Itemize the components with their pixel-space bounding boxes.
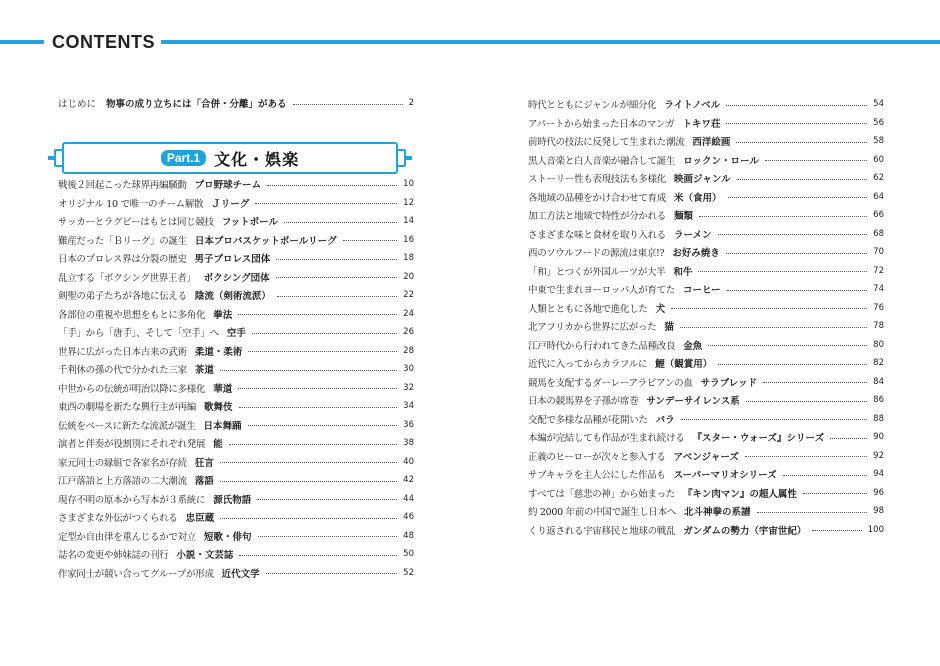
entry-topic: バラ [655,414,675,426]
intro-page: 2 [408,98,414,108]
entry-page: 20 [403,271,414,282]
toc-entry[interactable] [58,286,414,305]
entry-lead: 演者と伴奏が役割別にそれぞれ発展 [58,439,206,451]
entry-page: 94 [873,469,884,480]
toc-entry[interactable] [528,502,884,521]
contents-header [44,30,161,54]
dot-leader [258,536,398,537]
entry-lead: すべては「慈悲の神」から始まった [528,488,676,500]
entry-page: 10 [403,179,414,190]
dot-leader [220,481,397,482]
entry-topic: 北斗神拳の系譜 [684,507,751,519]
dot-leader [238,314,397,315]
entry-lead: 中東で生まれヨーロッパ人が育てた [528,285,676,297]
dot-leader [728,197,868,198]
entry-lead: 近代に入ってからカラフルに [528,359,648,371]
toc-entry[interactable] [528,243,884,262]
entry-page: 64 [873,191,884,202]
entry-topic: 茶道 [194,365,214,377]
intro-entry[interactable] [58,95,414,111]
toc-entry[interactable] [528,521,884,540]
entry-topic: 小説・文芸誌 [176,550,234,562]
toc-entry[interactable] [528,465,884,484]
entry-topic: ライトノベル [664,100,721,112]
toc-entry[interactable] [58,564,414,583]
entry-lead: 中世からの伝統が明治以降に多様化 [58,383,206,395]
entry-page: 84 [873,376,884,387]
entry-topic: 拳法 [213,309,233,321]
entry-topic: トキワ荘 [682,118,721,130]
intro-title: 物事の成り立ちには「合併・分離」がある [106,99,287,110]
entry-lead: さまざまな外伝がつくられる [58,513,178,525]
toc-entry[interactable] [528,280,884,299]
entry-topic: 源氏物語 [213,494,252,506]
dot-leader [276,259,397,260]
toc-entry[interactable] [528,299,884,318]
entry-lead: 世界に広がった日本古来の武術 [58,346,187,358]
entry-topic: コーヒー [683,285,721,297]
dot-leader [698,271,867,272]
entry-page: 40 [403,456,414,467]
entry-page: 74 [873,284,884,295]
dot-leader [220,370,397,371]
part-heading [62,142,398,174]
dot-leader [239,555,397,556]
toc-entry[interactable] [528,484,884,503]
entry-lead: 千利休の孫の代で分かれた三家 [58,365,187,377]
entry-topic: サラブレッド [700,377,758,389]
dot-leader [727,290,868,291]
entry-page: 14 [403,216,414,227]
entry-lead: 競馬を支配するダーレーアラビアンの血 [528,377,693,389]
entry-topic: サンデーサイレンス系 [646,396,740,408]
dot-leader [726,123,867,124]
entry-topic: フットボール [221,217,278,229]
entry-page: 54 [873,99,884,110]
entry-page: 26 [403,327,414,338]
entry-page: 68 [873,228,884,239]
entry-lead: 江戸時代から行われてきた品種改良 [528,340,676,352]
part-label: Part.1 [161,150,206,166]
page-title: CONTENTS [52,32,155,52]
entry-page: 90 [873,432,884,443]
entry-page: 86 [873,395,884,406]
dot-leader [718,364,867,365]
entry-page: 72 [873,265,884,276]
entry-lead: 「手」から「唐手」、そして「空手」へ [58,328,219,340]
entry-topic: 麺類 [674,211,694,223]
entry-topic: 能 [213,439,223,451]
toc-entry[interactable] [58,471,414,490]
entry-lead: 戦後２回起こった球界再編騒動 [58,180,187,192]
toc-entry[interactable] [528,188,884,207]
entry-page: 66 [873,210,884,221]
dot-leader [284,222,397,223]
entry-page: 80 [873,339,884,350]
entry-page: 28 [403,345,414,356]
dot-leader [746,401,867,402]
entry-lead: さまざまな味と食材を取り入れる [528,229,667,241]
entry-topic: 狂言 [194,457,214,469]
entry-page: 24 [403,308,414,319]
toc-entry[interactable] [58,323,414,342]
toc-left-column [58,175,414,582]
toc-entry[interactable] [58,527,414,546]
entry-lead: 交配で多様な品種が花開いた [528,414,648,426]
toc-entry[interactable] [528,373,884,392]
toc-entry[interactable] [58,453,414,472]
entry-page: 96 [873,487,884,498]
entry-lead: ストーリー性も表現技法も多様化 [528,174,667,186]
entry-page: 38 [403,438,414,449]
entry-lead: 正義のヒーローが次々と参入する [528,451,666,463]
entry-lead: 各地域の品種をかけ合わせて育成 [528,192,667,204]
dot-leader [783,475,868,476]
dot-leader [239,407,398,408]
toc-entry[interactable] [58,194,414,213]
entry-lead: 北アフリカから世界に広がった [528,322,657,334]
toc-entry[interactable] [528,428,884,447]
toc-entry[interactable] [528,225,884,244]
dot-leader [252,333,397,334]
entry-page: 88 [873,413,884,424]
toc-entry[interactable] [58,305,414,324]
entry-topic: 日本プロバスケットボールリーグ [194,235,337,247]
dot-leader [737,179,868,180]
entry-topic: 犬 [655,303,666,315]
entry-page: 46 [403,512,414,523]
entry-lead: 日本のプロレス界は分裂の歴史 [58,254,187,266]
entry-lead: 乱立する「ボクシング世界王者」 [58,272,196,284]
toc-entry[interactable] [58,360,414,379]
dot-leader [266,573,398,574]
dot-leader [763,382,867,383]
entry-lead: 日本の競馬界を子孫が席巻 [528,396,639,408]
entry-topic: 短歌・俳句 [204,531,252,543]
entry-lead: くり返される宇宙移民と地球の戦乱 [528,525,676,537]
toc-right-column [528,95,884,539]
toc-entry[interactable] [528,354,884,373]
entry-lead: 本編が完結しても作品が生まれ続ける [528,433,685,445]
dot-leader [257,499,397,500]
entry-topic: 鯉（観賞用） [655,359,713,371]
entry-lead: 「和」とつくが外国ルーツが大半 [528,266,666,278]
entry-topic: 猫 [664,322,674,334]
toc-entry[interactable] [58,231,414,250]
entry-page: 32 [403,382,414,393]
entry-lead: 現存不明の原本から写本が３系統に [58,494,206,506]
toc-entry[interactable] [528,114,884,133]
entry-lead: 東西の劇場を新たな興行主が再編 [58,402,197,414]
entry-lead: サッカーとラグビーはもとは同じ競技 [58,217,214,229]
entry-topic: 柔道・柔術 [194,346,243,358]
entry-topic: 金魚 [683,340,703,352]
toc-entry[interactable] [528,262,884,281]
entry-topic: スーパーマリオシリーズ [673,470,777,482]
toc-entry[interactable] [528,206,884,225]
toc-entry[interactable] [528,132,884,151]
toc-entry[interactable] [58,508,414,527]
entry-page: 36 [403,419,414,430]
entry-lead: 伝統をベースに新たな流派が誕生 [58,420,196,432]
entry-page: 82 [873,358,884,369]
entry-page: 30 [403,364,414,375]
dot-leader [757,512,868,513]
entry-page: 12 [403,197,414,208]
entry-topic: 日本舞踊 [203,420,242,432]
entry-topic: 男子プロレス団体 [194,254,271,266]
dot-leader [745,456,867,457]
entry-page: 42 [403,475,414,486]
entry-topic: 近代文学 [221,568,260,580]
dot-leader [699,216,867,217]
entry-topic: 空手 [226,328,246,340]
entry-page: 18 [403,253,414,264]
toc-entry[interactable] [528,151,884,170]
entry-lead: 前時代の技法に反発して生まれた潮流 [528,137,685,149]
entry-page: 92 [873,450,884,461]
toc-entry[interactable] [58,268,414,287]
dot-leader [220,462,397,463]
entry-topic: ガンダムの勢力（宇宙世紀） [683,525,807,537]
entry-lead: 加工方法と地域で特性が分かれる [528,211,667,223]
dot-leader [343,240,398,241]
entry-lead: 黒人音楽と白人音楽が融合して誕生 [528,155,676,167]
entry-lead: サブキャラを主人公にした作品も [528,470,666,482]
toc-entry[interactable] [58,379,414,398]
entry-page: 76 [873,302,884,313]
toc-entry[interactable] [58,545,414,564]
entry-page: 70 [873,247,884,258]
entry-lead: 家元同士の縁組で各家名が存続 [58,457,187,469]
toc-entry[interactable] [58,342,414,361]
dot-leader [726,105,867,106]
entry-page: 100 [867,524,884,535]
entry-topic: 陰流（剣術流派） [194,291,271,303]
dot-leader [681,419,868,420]
toc-entry[interactable] [528,336,884,355]
dot-leader [708,345,867,346]
entry-page: 60 [873,154,884,165]
entry-topic: プロ野球チーム [194,180,262,192]
entry-lead: 作家同士が競い合ってグループが形成 [58,568,214,580]
toc-entry[interactable] [528,410,884,429]
entry-topic: 華道 [213,383,233,395]
dot-leader [765,160,867,161]
entry-topic: 歌舞伎 [204,402,233,414]
toc-entry[interactable] [58,212,414,231]
dot-leader [812,530,861,531]
entry-topic: 西洋絵画 [692,137,731,149]
entry-topic: 『スター・ウォーズ』シリーズ [692,433,825,445]
entry-page: 98 [873,506,884,517]
dot-leader [293,104,403,105]
entry-lead: 西のソウルフードの源流は東京!? [528,248,665,260]
entry-page: 78 [873,321,884,332]
entry-lead: 誌名の変更や姉妹誌の刊行 [58,550,169,562]
toc-entry[interactable] [58,175,414,194]
entry-page: 34 [403,401,414,412]
entry-lead: 定型か自由律を重んじるかで対立 [58,531,197,543]
dot-leader [680,327,867,328]
dot-leader [803,493,867,494]
toc-entry[interactable] [528,391,884,410]
entry-topic: お好み焼き [672,248,720,260]
toc-entry[interactable] [528,169,884,188]
dot-leader [276,277,398,278]
entry-page: 62 [873,173,884,184]
entry-lead: 人類とともに各地で進化した [528,303,648,315]
dot-leader [718,234,868,235]
entry-page: 50 [403,549,414,560]
entry-topic: ロックン・ロール [683,155,759,167]
entry-lead: 約 2000 年前の中国で誕生し日本へ [528,507,677,519]
toc-entry[interactable] [58,490,414,509]
entry-lead: 難産だった「Ｂリーグ」の誕生 [58,235,187,247]
entry-topic: 落語 [194,476,214,488]
entry-lead: 江戸落語と上方落語の二大潮流 [58,476,187,488]
entry-lead: 各部位の重視や思想をもとに多角化 [58,309,206,321]
entry-page: 58 [873,136,884,147]
dot-leader [736,142,867,143]
dot-leader [248,425,398,426]
entry-topic: 忠臣蔵 [185,513,215,525]
dot-leader [238,388,397,389]
entry-lead: アパートから始まった日本のマンガ [528,118,675,130]
entry-topic: 米（食用） [674,192,722,204]
toc-entry[interactable] [58,249,414,268]
entry-page: 16 [403,234,414,245]
dot-leader [255,203,397,204]
dot-leader [277,296,397,297]
entry-topic: ラーメン [674,229,712,241]
toc-entry[interactable] [528,95,884,114]
dot-leader [248,351,397,352]
toc-entry[interactable] [58,434,414,453]
entry-page: 22 [403,290,414,301]
entry-topic: 和牛 [673,266,693,278]
entry-page: 44 [403,493,414,504]
toc-entry[interactable] [58,416,414,435]
entry-page: 56 [873,117,884,128]
dot-leader [726,253,867,254]
dot-leader [229,444,397,445]
toc-entry[interactable] [58,397,414,416]
entry-topic: 『キン肉マン』の超人属性 [683,488,797,500]
entry-lead: 時代とともにジャンルが細分化 [528,100,657,112]
entry-lead: 剣聖の弟子たちが各地に伝える [58,291,187,303]
intro-prefix: はじめに [58,99,97,110]
entry-page: 52 [403,567,414,578]
entry-topic: アベンジャーズ [673,451,739,463]
dot-leader [830,438,867,439]
dot-leader [671,308,867,309]
entry-topic: ボクシング団体 [203,272,270,284]
part-name: 文化・娯楽 [214,149,300,169]
dot-leader [220,518,397,519]
dot-leader [267,185,397,186]
entry-lead: オリジナル 10 で唯一のチーム解散 [58,198,204,210]
entry-page: 48 [403,530,414,541]
entry-topic: 映画ジャンル [674,174,731,186]
toc-entry[interactable] [528,317,884,336]
entry-topic: Ｊリーグ [211,198,250,210]
toc-entry[interactable] [528,447,884,466]
